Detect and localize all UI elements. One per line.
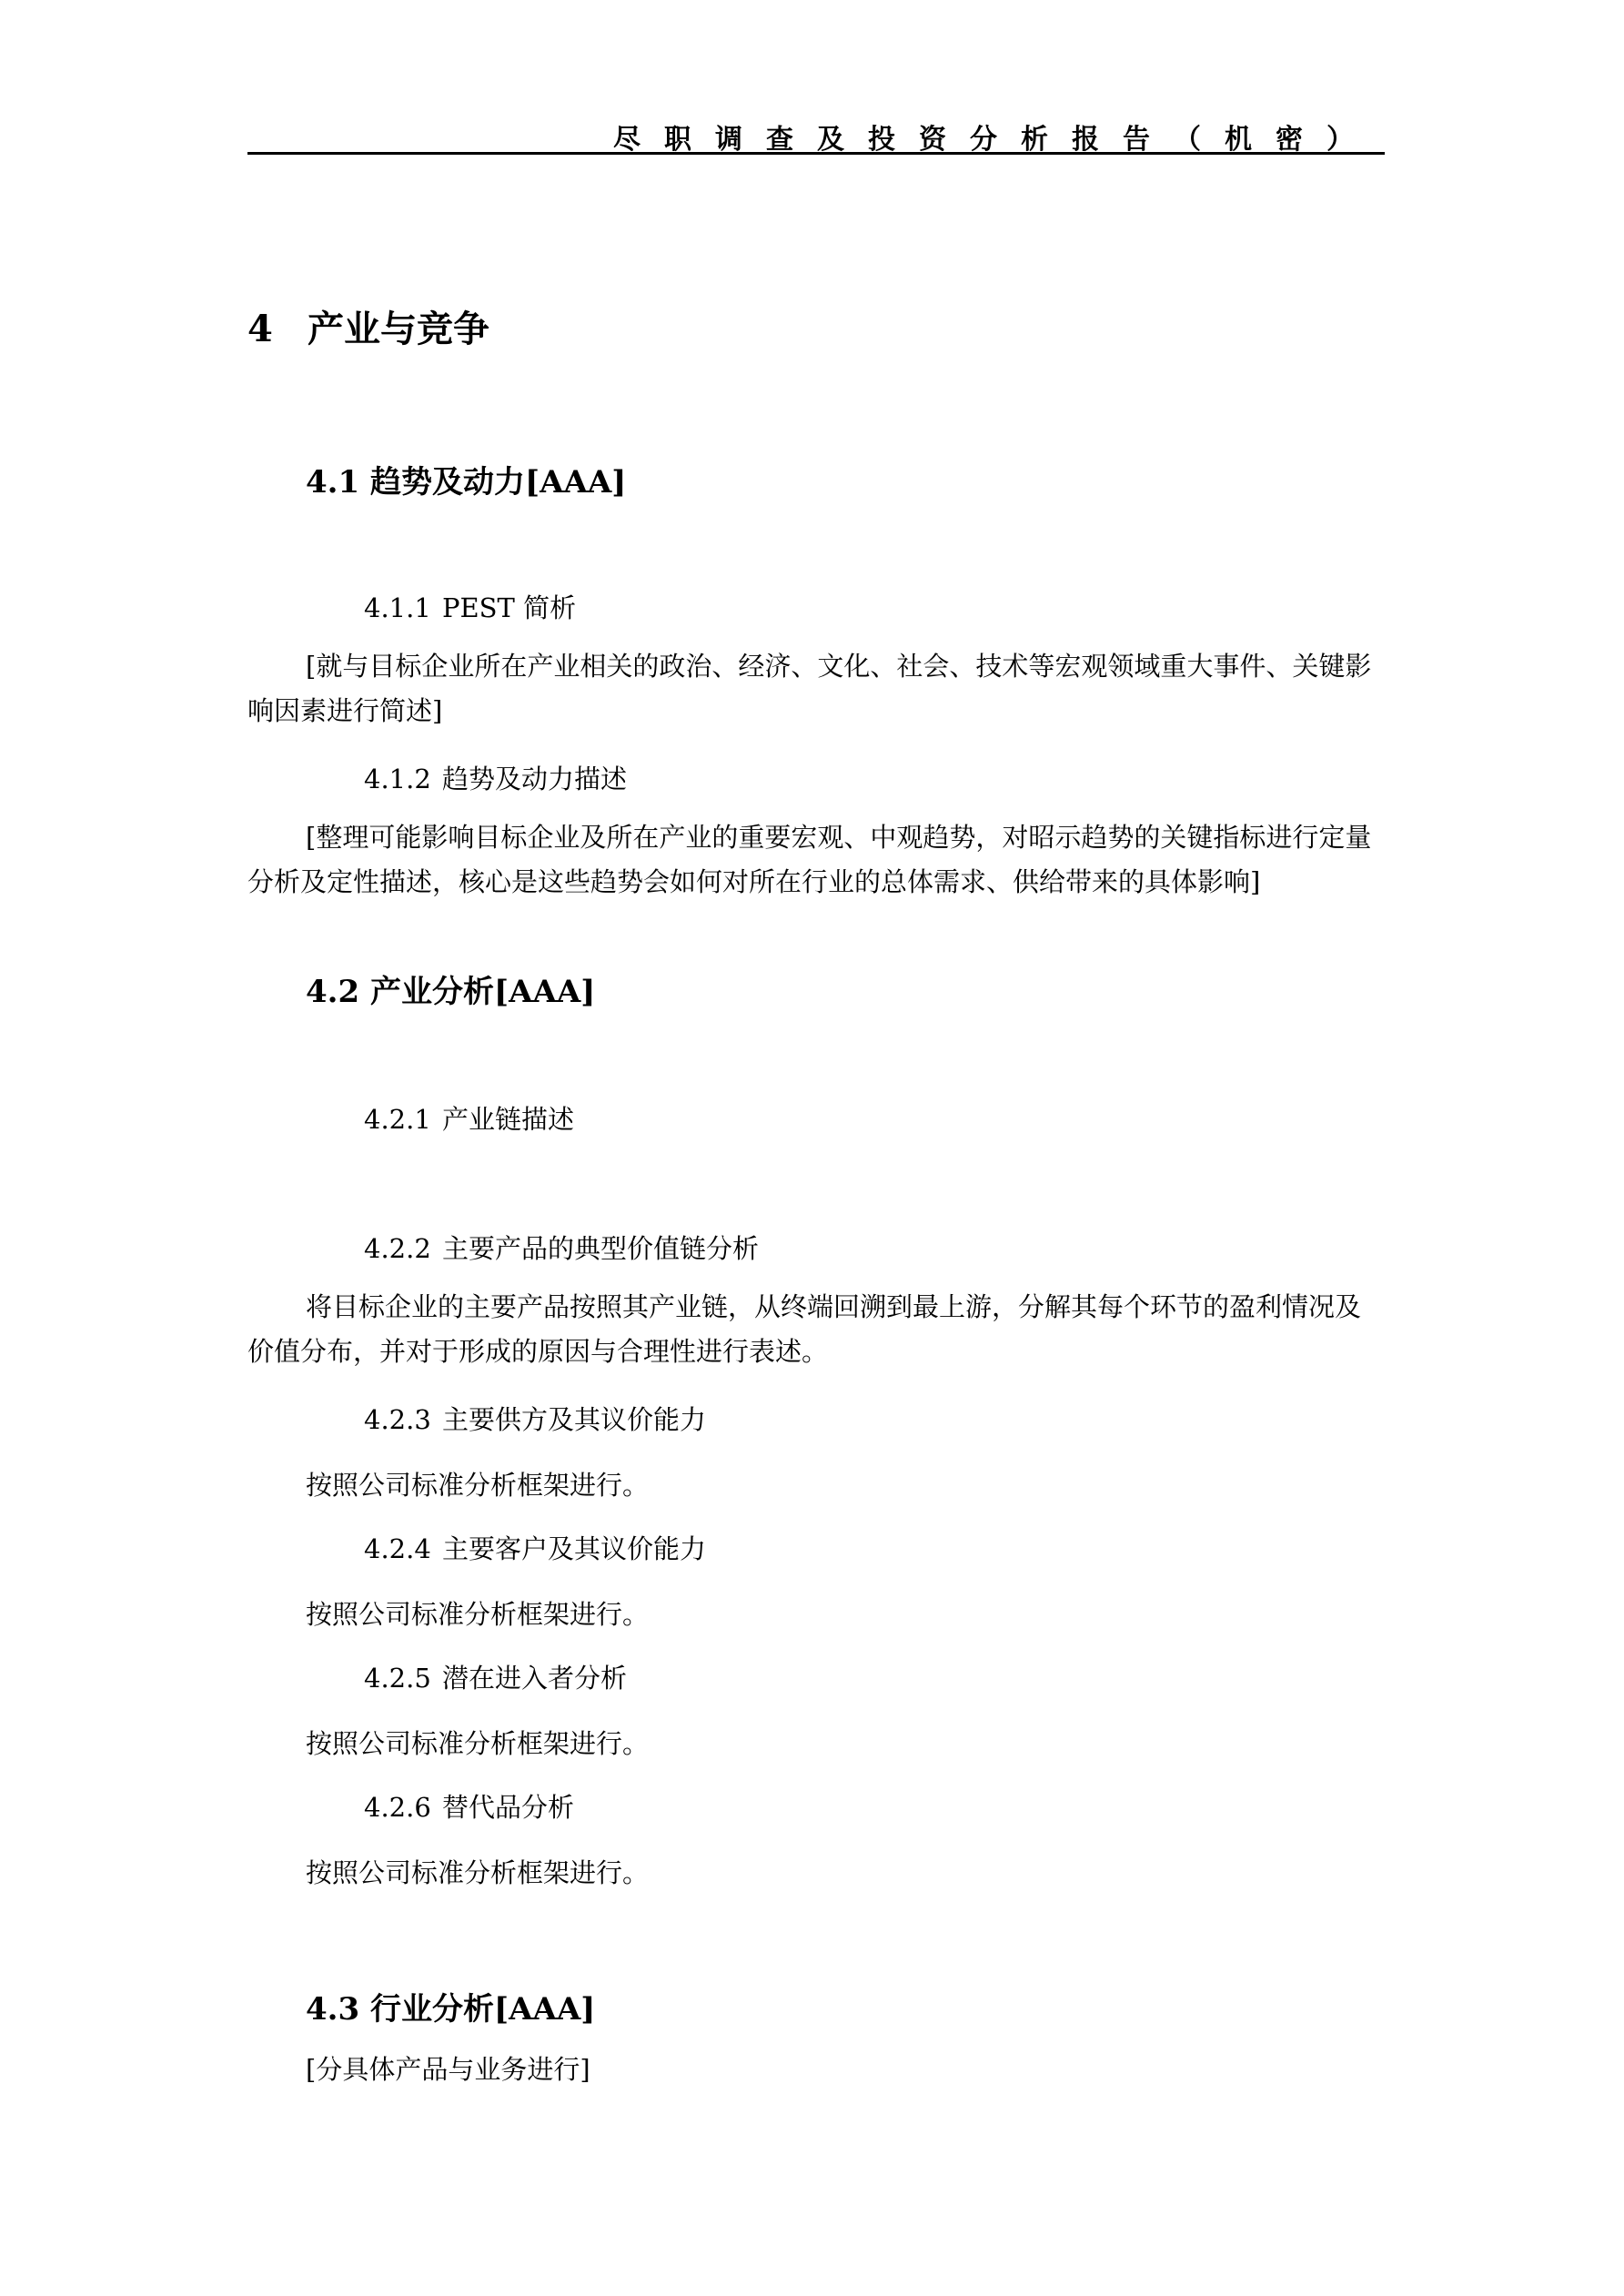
paragraph-entrant: 按照公司标准分析框架进行。 <box>306 1728 650 1759</box>
section-number: 4.2 <box>306 974 360 1010</box>
subsection-number: 4.2.4 <box>364 1533 431 1564</box>
section-title: 行业分析[AAA] <box>370 1991 596 2028</box>
subsection-number: 4.2.2 <box>364 1233 431 1264</box>
subsection-title: 趋势及动力描述 <box>442 764 628 794</box>
section-heading-4-1 <box>306 457 626 501</box>
subsection-heading-4-2-4 <box>364 1529 706 1566</box>
chapter-title: 产业与竞争 <box>308 308 489 350</box>
page-header <box>247 106 1385 155</box>
section-heading-4-3 <box>306 1984 595 2028</box>
section-number: 4.1 <box>306 464 360 501</box>
subsection-number: 4.1.1 <box>364 592 431 623</box>
subsection-title: 替代品分析 <box>442 1792 575 1823</box>
paragraph-trend: [整理可能影响目标企业及所在产业的重要宏观、中观趋势，对昭示趋势的关键指标进行定量分析及定性描述，核心是这些趋势会如何对所在行业的总体需求、供给带来的具体影响] <box>247 822 1372 897</box>
paragraph-value-chain: 将目标企业的主要产品按照其产业链，从终端回溯到最上游，分解其每个环节的盈利情况及价值分布，并对于形成的原因与合理性进行表述。 <box>247 1291 1362 1367</box>
chapter-number: 4 <box>247 308 273 350</box>
subsection-heading-4-2-3 <box>364 1400 706 1437</box>
subsection-heading-4-2-2 <box>364 1229 759 1266</box>
subsection-heading-4-2-5 <box>364 1658 627 1695</box>
paragraph-substitute: 按照公司标准分析框架进行。 <box>306 1857 650 1888</box>
section-heading-4-2 <box>306 966 595 1011</box>
subsection-title: 主要产品的典型价值链分析 <box>442 1233 760 1264</box>
subsection-title: PEST 简析 <box>442 592 577 623</box>
subsection-number: 4.2.6 <box>364 1792 431 1823</box>
subsection-title: 产业链描述 <box>442 1104 575 1135</box>
subsection-heading-4-1-2 <box>364 759 627 796</box>
subsection-title: 潜在进入者分析 <box>442 1663 628 1694</box>
subsection-title: 主要供方及其议价能力 <box>442 1404 707 1435</box>
subsection-title: 主要客户及其议价能力 <box>442 1533 707 1564</box>
section-title: 趋势及动力[AAA] <box>370 464 627 501</box>
paragraph-supplier: 按照公司标准分析框架进行。 <box>306 1470 650 1501</box>
section-number: 4.3 <box>306 1991 360 2028</box>
paragraph-industry: [分具体产品与业务进行] <box>306 2054 590 2085</box>
section-title: 产业分析[AAA] <box>370 974 596 1010</box>
subsection-number: 4.1.2 <box>364 764 431 794</box>
paragraph-customer: 按照公司标准分析框架进行。 <box>306 1599 650 1630</box>
subsection-number: 4.2.1 <box>364 1104 431 1135</box>
subsection-number: 4.2.5 <box>364 1663 431 1694</box>
subsection-heading-4-1-1 <box>364 588 576 625</box>
header-title: 尽职调查及投资分析报告（机密） <box>613 124 1377 156</box>
subsection-heading-4-2-1 <box>364 1099 574 1137</box>
paragraph-pest: [就与目标企业所在产业相关的政治、经济、文化、社会、技术等宏观领域重大事件、关键影响因素进行简述] <box>247 651 1372 726</box>
chapter-heading <box>247 300 489 352</box>
subsection-heading-4-2-6 <box>364 1787 574 1825</box>
subsection-number: 4.2.3 <box>364 1404 431 1435</box>
